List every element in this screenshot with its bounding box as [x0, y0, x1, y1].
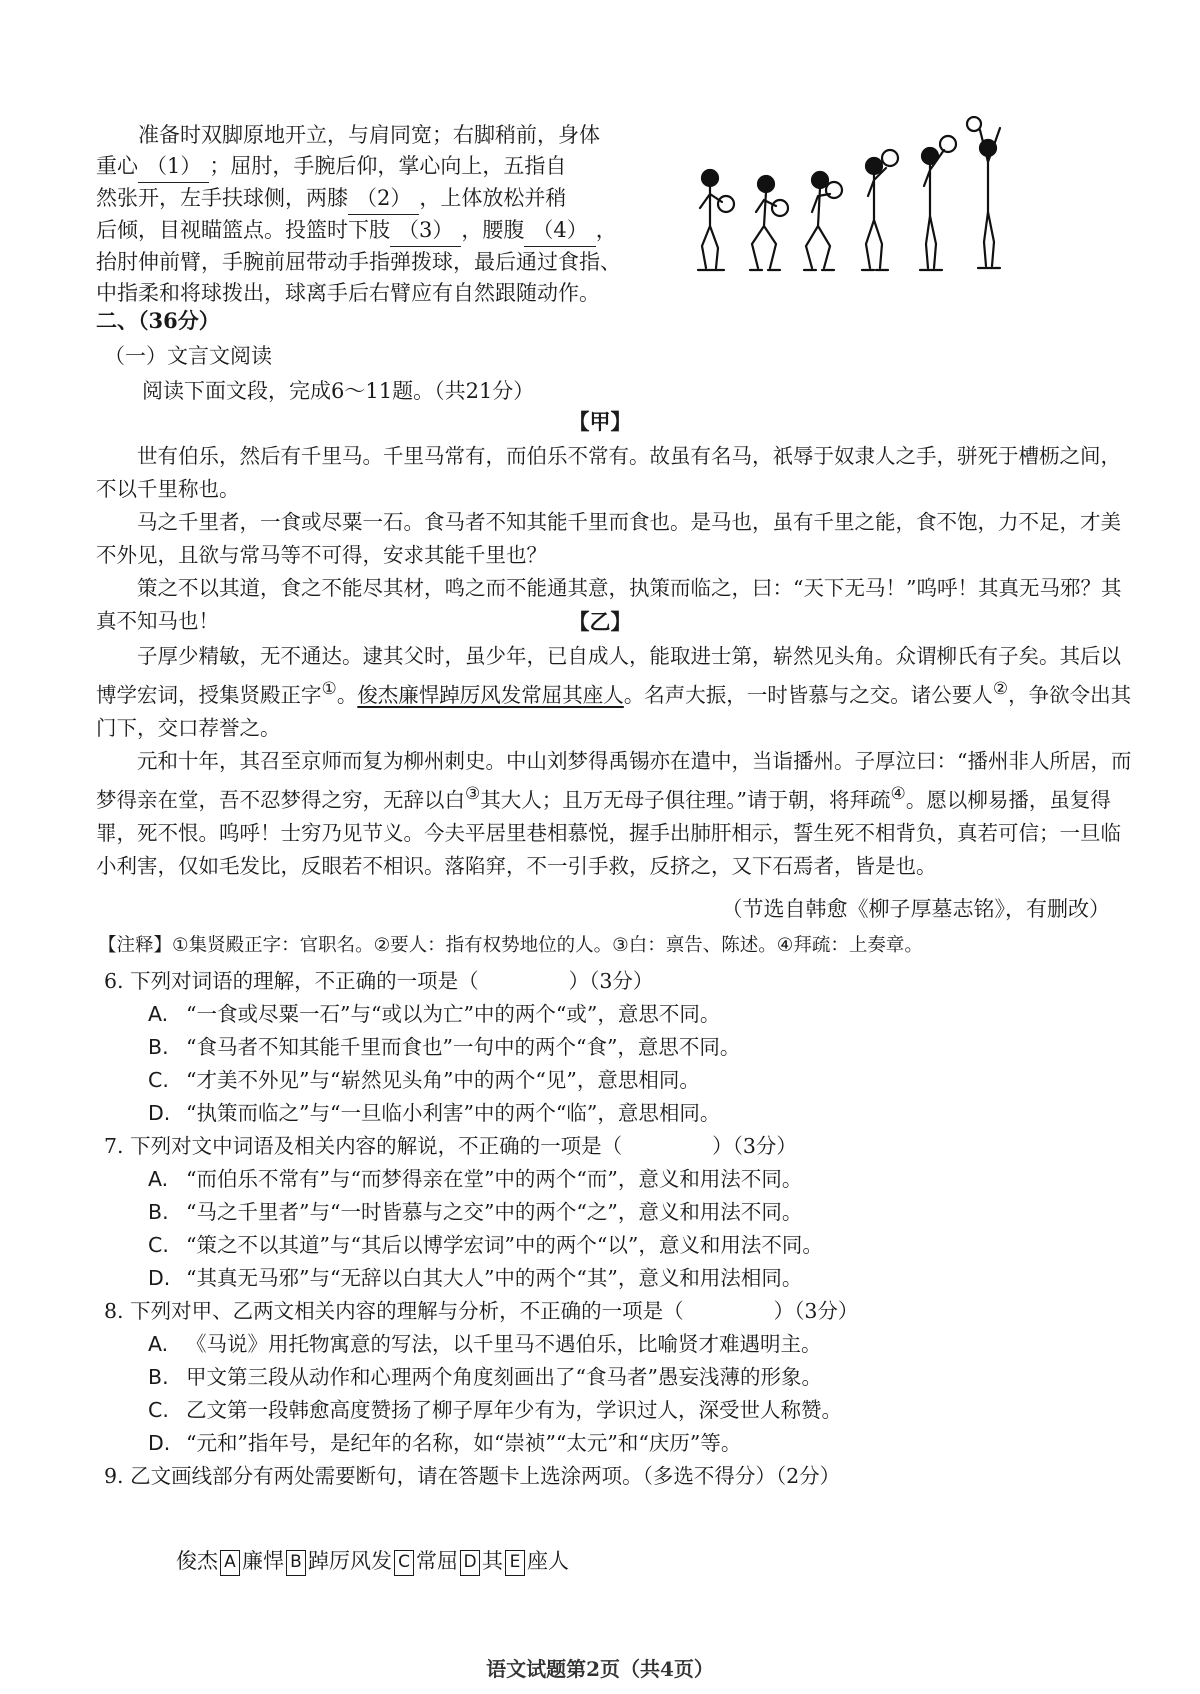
subsection-heading: （一）文言文阅读 [104, 344, 272, 368]
option-a: A. “而伯乐不常有”与“而梦得亲在堂”中的两个“而”，意义和用法不同。 [148, 1167, 803, 1191]
segmentation-options [176, 1545, 569, 1576]
intro-line [96, 247, 636, 278]
passage-text: 其大人；且万无母子俱往理。”请于朝，将拜疏 [480, 787, 891, 812]
option-b: B. “马之千里者”与“一时皆慕与之交”中的两个“之”，意义和用法不同。 [148, 1200, 803, 1224]
option-b: B. 甲文第三段从动作和心理两个角度刻画出了“食马者”愚妄浅薄的形象。 [148, 1365, 822, 1389]
player-figure-3 [804, 172, 842, 270]
blank-2: （2） [348, 183, 419, 215]
intro-text: 后倾，目视瞄篮点。投篮时下肢 [96, 218, 390, 242]
segment-text: 俊杰 [176, 1549, 218, 1573]
intro-text: 然张开，左手扶球侧，两膝 [96, 186, 348, 210]
question-6 [104, 965, 740, 1130]
intro-text: 准备时双脚原地开立，与肩同宽；右脚稍前，身体 [138, 123, 600, 147]
player-figure-1 [698, 170, 734, 270]
player-figure-4 [862, 150, 898, 270]
passage-text: 子厚少精敏，无不通达。逮其父时，虽少年，已自成人，能取进士第，崭然见头角。众谓柳氏有子矣。其后以博学宏词，授集贤殿正字 [96, 644, 1121, 707]
question-7 [104, 1130, 823, 1295]
passage-yi-tag: 【乙】 [568, 609, 632, 634]
break-option-d[interactable]: D [460, 1550, 480, 1576]
passage-text: 。愿以柳易播，虽复得罪，死不恨。呜呼！士穷乃见节义。今夫平居里巷相慕悦，握手出肺肝相示，誓生死不相背负，真若可信；一旦临小利害，仅如毛发比，反眼若不相识。落陷穽，不一引手救，反挤之，又下石焉者，皆是也。 [96, 787, 1121, 878]
intro-text: ，腰腹 [461, 218, 525, 242]
intro-line [96, 215, 636, 247]
reading-instruction: 阅读下面文段，完成6～11题。（共21分） [142, 379, 535, 403]
question-stem: 8. 下列对甲、乙两文相关内容的理解与分析，不正确的一项是（ ）（3分） [104, 1299, 859, 1323]
intro-line [96, 183, 636, 215]
question-8 [104, 1295, 858, 1460]
segment-text: 常屈 [416, 1549, 458, 1573]
intro-text: ， [595, 218, 617, 242]
break-option-c[interactable]: C [394, 1550, 414, 1576]
player-figure-6 [967, 117, 1000, 268]
blank-1: （1） [138, 151, 209, 183]
passage-paragraph [96, 745, 1136, 883]
passage-yi [96, 640, 1136, 883]
section-heading: 二、（36分） [96, 308, 220, 333]
footnote-mark: ③ [465, 783, 481, 804]
blank-3: （3） [390, 215, 461, 247]
passage-text: 。名声大振，一时皆慕与之交。诸公要人 [623, 682, 993, 707]
segment-text: 廉悍 [242, 1549, 284, 1573]
passage-paragraph: 马之千里者，一食或尽粟一石。食马者不知其能千里而食也。是马也，虽有千里之能，食不饱，力不足，才美不外见，且欲与常马等不可得，安求其能千里也？ [96, 510, 1121, 567]
basketball-shot-sequence-illustration [688, 116, 1068, 288]
blank-4: （4） [524, 215, 595, 247]
segment-text: 踔厉风发 [308, 1549, 392, 1573]
intro-text: ，上体放松并稍 [419, 186, 567, 210]
segment-text: 其 [482, 1549, 503, 1573]
option-c: C. “策之不以其道”与“其后以博学宏词”中的两个“以”，意义和用法不同。 [148, 1233, 823, 1257]
intro-text: 抬肘伸前臂，手腕前屈带动手指弹拨球，最后通过食指、 [96, 250, 621, 274]
intro-text: ；屈肘，手腕后仰，掌心向上，五指自 [209, 154, 567, 178]
intro-text: 重心 [96, 154, 138, 178]
footnote-mark: ② [992, 679, 1009, 699]
intro-paragraph [96, 120, 636, 309]
intro-line [96, 120, 636, 151]
passage-paragraph [96, 640, 1136, 745]
passage-text: 元和十年，其召至京师而复为柳州刺史。中山刘梦得禹锡亦在遣中，当诣播州。子厚泣曰：“播州非人所居，而梦得亲在堂，吾不忍梦得之穷，无辞以白 [96, 748, 1132, 812]
passage-source: （节选自韩愈《柳子厚墓志铭》，有删改） [721, 897, 1110, 921]
passage-jia-tag: 【甲】 [568, 409, 632, 434]
question-stem: 6. 下列对词语的理解，不正确的一项是（ ）（3分） [104, 969, 654, 993]
passage-paragraph: 策之不以其道，食之不能尽其材，鸣之而不能通其意，执策而临之，曰：“天下无马！”呜呼！其真无马邪？其真不知马也！ [96, 576, 1122, 633]
footnote-mark: ① [321, 679, 337, 699]
player-figure-5 [920, 136, 956, 270]
option-d: D. “元和”指年号，是纪年的名称，如“崇祯”“太元”和“庆历”等。 [148, 1431, 742, 1455]
passage-text: ，争欲令出其门下，交口荐誉之。 [96, 682, 1132, 740]
option-c: C. “才美不外见”与“崭然见头角”中的两个“见”，意思相同。 [148, 1068, 700, 1092]
option-a: A. 《马说》用托物寓意的写法，以千里马不遇伯乐，比喻贤才难遇明主。 [148, 1332, 822, 1356]
break-option-b[interactable]: B [286, 1550, 306, 1576]
footnote-mark: ④ [890, 783, 906, 804]
option-d: D. “其真无马邪”与“无辞以白其大人”中的两个“其”，意义和用法相同。 [148, 1266, 803, 1290]
option-a: A. “一食或尽粟一石”与“或以为亡”中的两个“或”，意思不同。 [148, 1002, 721, 1026]
question-9 [104, 1460, 840, 1493]
question-stem: 7. 下列对文中词语及相关内容的解说，不正确的一项是（ ）（3分） [104, 1134, 797, 1158]
intro-line [96, 151, 636, 183]
break-option-e[interactable]: E [505, 1550, 525, 1576]
option-c: C. 乙文第一段韩愈高度赞扬了柳子厚年少有为，学识过人，深受世人称赞。 [148, 1398, 842, 1422]
option-d: D. “执策而临之”与“一旦临小利害”中的两个“临”，意思相同。 [148, 1101, 721, 1125]
player-figure-2 [750, 176, 788, 270]
page-footer: 语文试题第2页（共4页） [486, 1657, 714, 1681]
annotation-notes: 【注释】①集贤殿正字：官职名。②要人：指有权势地位的人。③白：禀告、陈述。④拜疏：上奏章。 [98, 935, 923, 956]
option-b: B. “食马者不知其能千里而食也”一句中的两个“食”，意思不同。 [148, 1035, 741, 1059]
intro-text: 中指柔和将球拨出，球离手后右臂应有自然跟随动作。 [96, 281, 600, 305]
question-stem: 9. 乙文画线部分有两处需要断句，请在答题卡上选涂两项。（多选不得分）（2分） [104, 1464, 841, 1488]
break-option-a[interactable]: A [220, 1550, 240, 1576]
passage-text: 。 [336, 682, 358, 707]
segment-text: 座人 [527, 1549, 569, 1573]
underlined-sentence: 俊杰廉悍踔厉风发常屈其座人 [357, 682, 624, 707]
passage-paragraph: 世有伯乐，然后有千里马。千里马常有，而伯乐不常有。故虽有名马，祇辱于奴隶人之手，骈死于槽枥之间，不以千里称也。 [96, 444, 1121, 501]
